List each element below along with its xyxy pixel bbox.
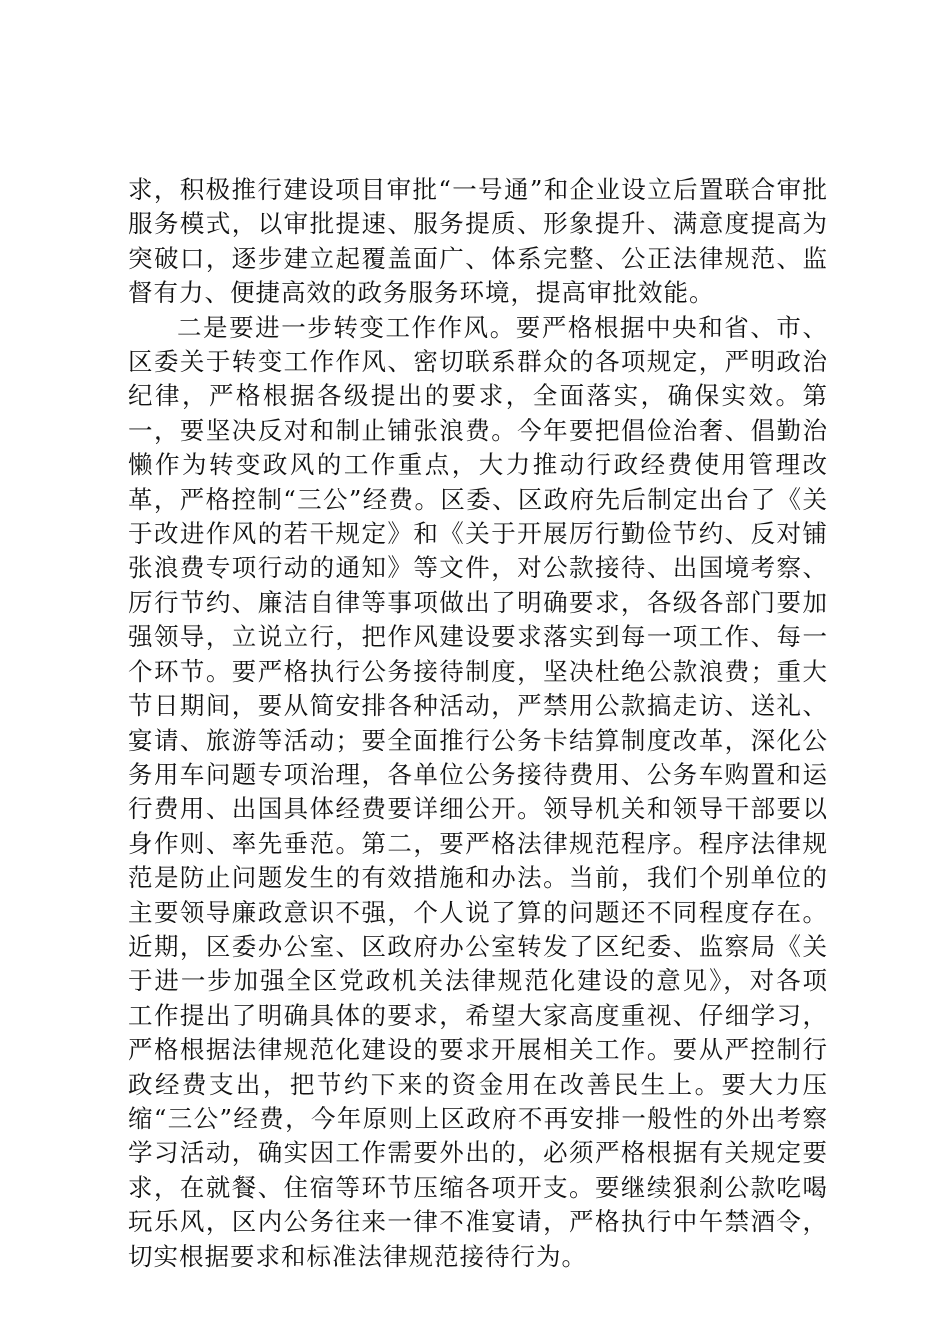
paragraph-continuation: 求，积极推行建设项目审批“一号通”和企业设立后置联合审批服务模式，以审批提速、服务提质、形象提升、满意度提高为突破口，逐步建立起覆盖面广、体系完整、公正法律规范、监督有力、便捷高效的政务服务环境，提高审批效能。	[128, 175, 828, 308]
document-body	[128, 173, 828, 1274]
paragraph-work-style: 二是要进一步转变工作作风。要严格根据中央和省、市、区委关于转变工作作风、密切联系群众的各项规定，严明政治纪律，严格根据各级提出的要求，全面落实，确保实效。第一，要坚决反对和制止铺张浪费。今年要把倡俭治奢、倡勤治懒作为转变政风的工作重点，大力推动行政经费使用管理改革，严格控制“三公”经费。区委、区政府先后制定出台了《关于改进作风的若干规定》和《关于开展厉行勤俭节约、反对铺张浪费专项行动的通知》等文件，对公款接待、出国境考察、厉行节约、廉洁自律等事项做出了明确要求，各级各部门要加强领导，立说立行，把作风建设要求落实到每一项工作、每一个环节。要严格执行公务接待制度，坚决杜绝公款浪费；重大节日期间，要从简安排各种活动，严禁用公款搞走访、送礼、宴请、旅游等活动；要全面推行公务卡结算制度改革，深化公务用车问题专项治理，各单位公务接待费用、公务车购置和运行费用、出国具体经费要详细公开。领导机关和领导干部要以身作则、率先垂范。第二，要严格法律规范程序。程序法律规范是防止问题发生的有效措施和办法。当前，我们个别单位的主要领导廉政意识不强，个人说了算的问题还不同程度存在。近期，区委办公室、区政府办公室转发了区纪委、监察局《关于进一步加强全区党政机关法律规范化建设的意见》，对各项工作提出了明确具体的要求，希望大家高度重视、仔细学习，严格根据法律规范化建设的要求开展相关工作。要从严控制行政经费支出，把节约下来的资金用在改善民生上。要大力压缩“三公”经费，今年原则上区政府不再安排一般性的外出考察学习活动，确实因工作需要外出的，必须严格根据有关规定要求，在就餐、住宿等环节压缩各项开支。要继续狠刹公款吃喝玩乐风，区内公务往来一律不准宴请，严格执行中午禁酒令，切实根据要求和标准法律规范接待行为。	[128, 312, 828, 1271]
